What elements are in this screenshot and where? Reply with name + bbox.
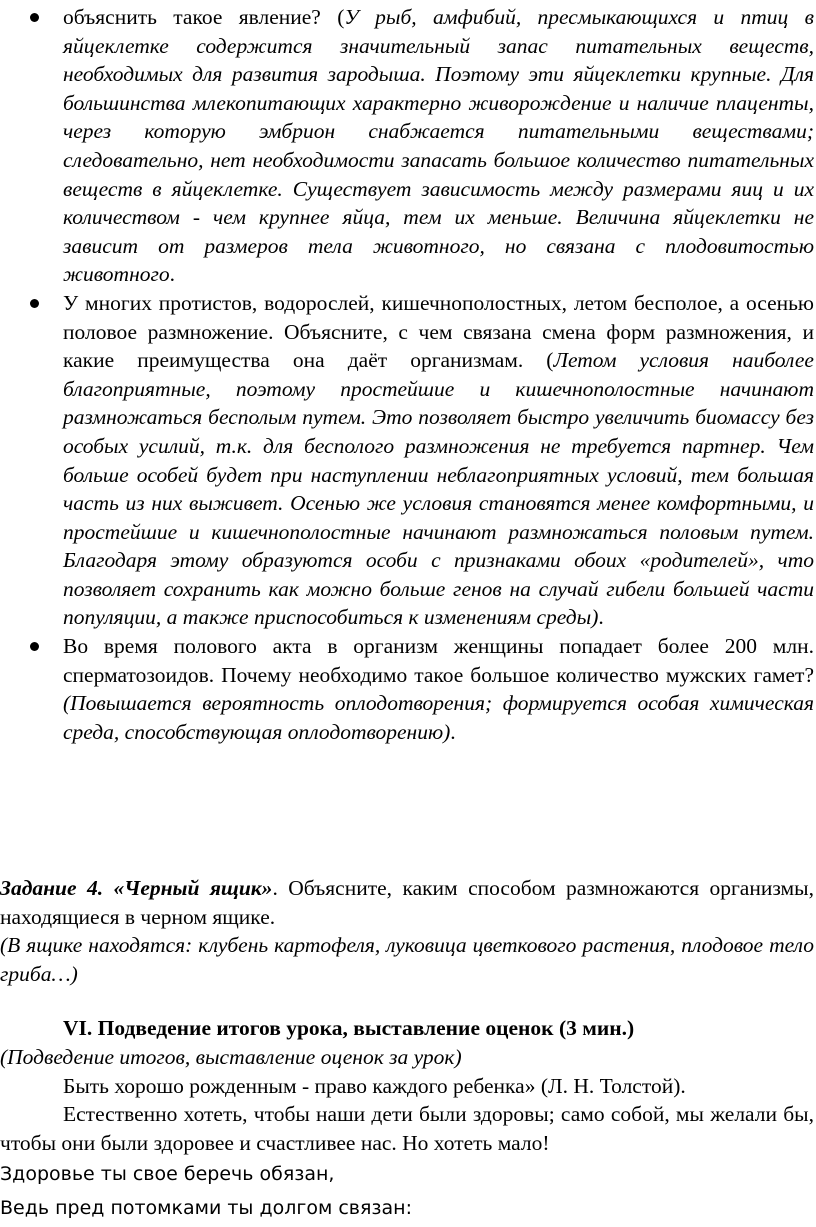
task-4-block bbox=[0, 874, 814, 988]
poem-line-2: Ведь пред потомками ты долгом связан: bbox=[0, 1197, 412, 1220]
bullet-icon bbox=[30, 642, 39, 651]
tolstoy-quote: Быть хорошо рожденным - право каждого ребенка» (Л. Н. Толстой). bbox=[63, 1073, 686, 1098]
bullet-tail: . bbox=[598, 605, 604, 630]
bullet-list bbox=[0, 3, 816, 746]
task-4-note: (В ящике находятся: клубень картофеля, луковица цветкового растения, плодовое тело гриба…) bbox=[0, 933, 814, 986]
task-4-paragraph bbox=[0, 874, 814, 931]
task-4-label: Задание 4. «Черный ящик» bbox=[0, 876, 273, 900]
bullet-icon bbox=[30, 13, 39, 22]
task-4-text: . Объясните, каким способом размножаются организмы, находящиеся в черном ящике. bbox=[0, 876, 814, 929]
bullet-tail: . bbox=[450, 719, 456, 744]
bullet-item bbox=[0, 3, 814, 289]
bullet-tail: . bbox=[169, 262, 176, 287]
section-subtitle: (Подведение итогов, выставление оценок за урок) bbox=[0, 1045, 462, 1069]
poem-line-1: Здоровье ты свое беречь обязан, bbox=[0, 1163, 335, 1186]
bullet-answer: (Повышается вероятность оплодотворения; формируется особая химическая среда, способствующая оплодотворению) bbox=[63, 691, 814, 744]
bullet-answer: Летом условия наиболее благоприятные, поэтому простейшие и кишечнополостные начинают размножаться бесполым путем. Это позволяет быстро увеличить биомассу без особых усилий, т.к. для бесполого размножения не требуется партнер. Чем больше особей будет при наступлении неблагоприятных условий, тем большая часть из них выживет. Осенью же условия становятся менее комфортными, и простейшие и кишечнополостные начинают размножаться половым путем. Благодаря этому образуются особи с признаками обоих «родителей», что позволяет сохранить как можно больше генов на случай гибели большей части популяции, а также приспособиться к изменениям среды) bbox=[63, 348, 814, 630]
section-heading: VI. Подведение итогов урока, выставление оценок (3 мин.) bbox=[63, 1016, 635, 1040]
bullet-text: У многих протистов, водорослей, кишечнополостных, летом бесполое, а осенью половое размножение. Объясните, с чем связана смена форм размножения, и какие преимущества она даёт организмам. ( bbox=[63, 290, 814, 373]
summary-section bbox=[0, 1013, 816, 1225]
bullet-answer: У рыб, амфибий, пресмыкающихся и птиц в яйцеклетке содержится значительный запас питательных веществ, необходимых для развития зародыша. Поэтому эти яйцеклетки крупные. Для большинства млекопитающих характерно живорождение и наличие плаценты, через которую эмбрион снабжается питательными веществами; следовательно, нет необходимости запасать большое количество питательных веществ в яйцеклетке. Существует зависимость между размерами яиц и их количеством - чем крупнее яйца, тем их меньше. Величина яйцеклетки не зависит от размеров тела животного, но связана с плодовитостью животного bbox=[63, 5, 814, 287]
bullet-icon bbox=[30, 299, 39, 308]
section-paragraph: Естественно хотеть, чтобы наши дети были здоровы; само собой, мы желали бы, чтобы они были здоровее и счастливее нас. Но хотеть мало! bbox=[0, 1102, 814, 1155]
bullet-item bbox=[0, 632, 814, 746]
bullet-item bbox=[0, 289, 814, 632]
bullet-text: объяснить такое явление? ( bbox=[63, 5, 345, 29]
bullet-text: Во время полового акта в организм женщины попадает более 200 млн. сперматозоидов. Почему необходимо такое большое количество мужских гамет? bbox=[63, 634, 814, 687]
